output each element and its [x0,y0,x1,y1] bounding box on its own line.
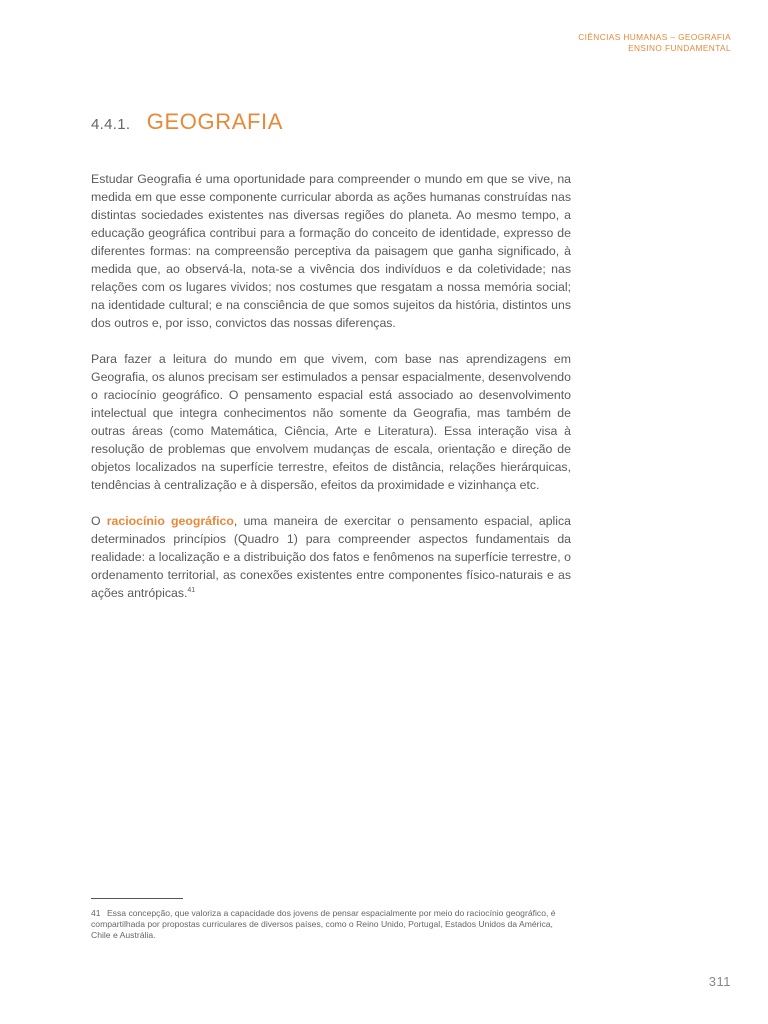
section-title: GEOGRAFIA [146,109,283,134]
footnote-divider [91,898,183,899]
page-number: 311 [708,974,731,989]
paragraph-geographic-reasoning [91,512,571,602]
paragraph-intro: Estudar Geografia é uma oportunidade para compreender o mundo em que se vive, na medida em que esse componente curricular aborda as ações humanas construídas nas distintas sociedades existentes nas diversas regiões do planeta. Ao mesmo tempo, a educação geográfica contribui para a formação do conceito de identidade, expresso de diferentes formas: na compreensão perceptiva da paisagem que ganha significado, à medida que, ao observá-la, nota-se a vivência dos indivíduos e da coletividade; nas relações com os lugares vividos; nos costumes que resgatam a nossa memória social; na identidade cultural; e na consciência de que somos sujeitos da história, distintos uns dos outros e, por isso, convictos das nossas diferenças. [91,172,571,330]
running-header [578,32,731,53]
footnote-reference[interactable]: 41 [187,586,196,594]
footnote-text: Essa concepção, que valoriza a capacidade dos jovens de pensar espacialmente por meio do raciocínio geográfico, é compartilhada por propostas curriculares de diversos países, como o Reino Unido, Portugal, Estados Unidos da América, Chile e Austrália. [91,908,556,940]
paragraph-lead: O [91,514,107,528]
section-heading [91,109,283,135]
highlight-term: raciocínio geográfico [106,514,234,528]
paragraph-spatial-thinking: Para fazer a leitura do mundo em que vivem, com base nas aprendizagens em Geografia, os alunos precisam ser estimulados a pensar espacialmente, desenvolvendo o raciocínio geográfico. O pensamento espacial está associado ao desenvolvimento intelectual que integra conhecimentos não somente da Geografia, mas também de outras áreas (como Matemática, Ciência, Arte e Literatura). Essa interação visa à resolução de problemas que envolvem mudanças de escala, orientação e direção de objetos localizados na superfície terrestre, efeitos de distância, relações hierárquicas, tendências à centralização e à dispersão, efeitos da proximidade e vizinhança etc. [91,352,571,492]
footnote-number: 41 [91,908,101,918]
paragraph-rest: , uma maneira de exercitar o pensamento espacial, aplica determinados princípios (Quadro 1) para compreender aspectos fundamentais da realidade: a localização e a distribuição dos fatos e fenômenos na superfície terrestre, o ordenamento territorial, as conexões existentes entre componentes físico-naturais e as ações antrópicas. [91,514,572,600]
body-text [91,170,571,620]
running-header-level: ENSINO FUNDAMENTAL [628,42,731,53]
running-header-subject: CIÊNCIAS HUMANAS – GEOGRAFIA [578,32,731,42]
footnote [91,908,573,941]
section-number: 4.4.1. [91,116,131,133]
